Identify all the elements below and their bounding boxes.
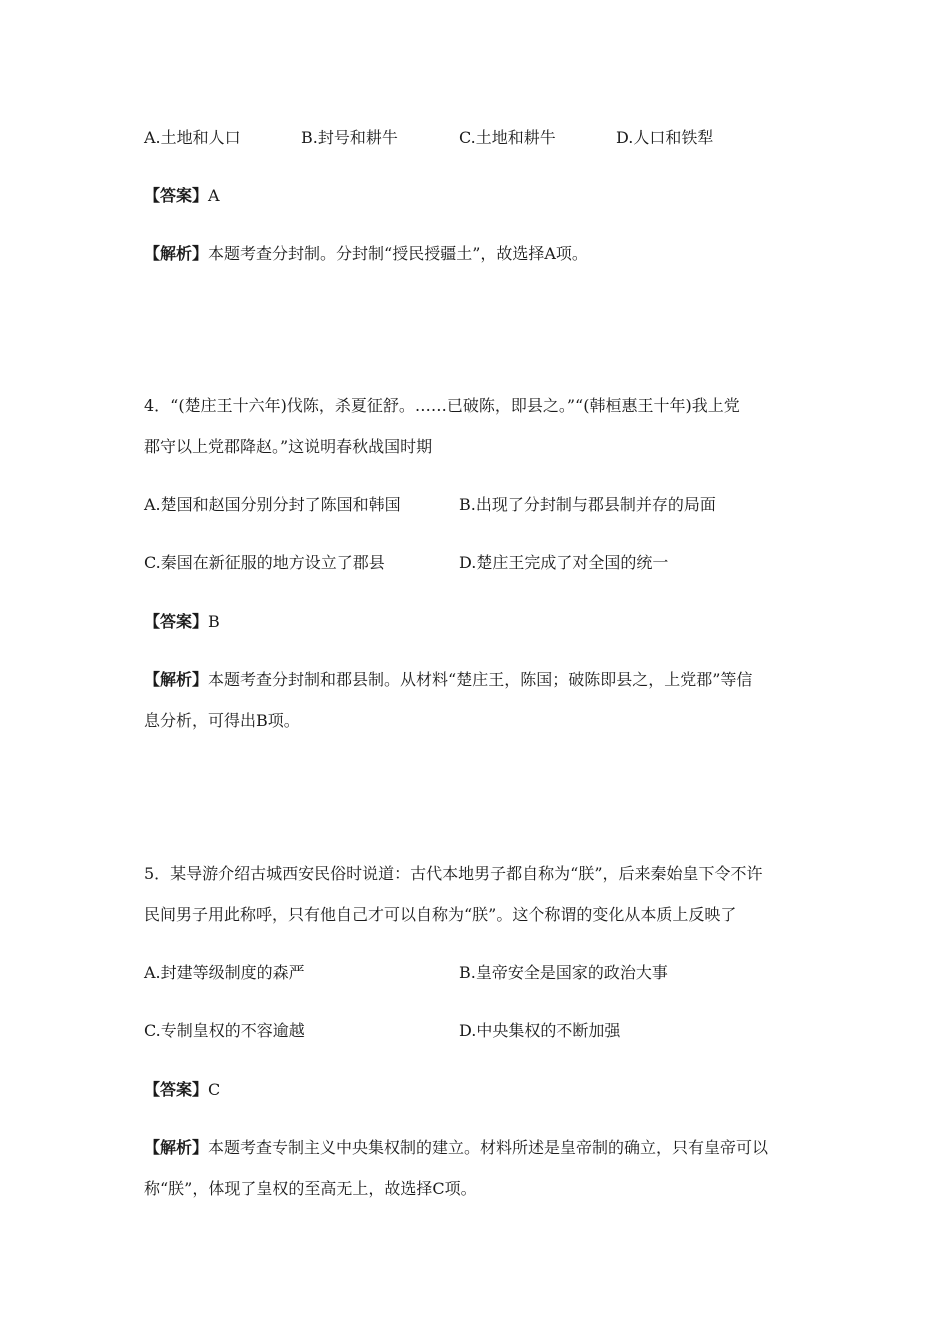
analysis-text: 本题考查专制主义中央集权制的建立。材料所述是皇帝制的确立，只有皇帝可以 <box>208 1138 769 1157</box>
q5-option-c: C.专制皇权的不容逾越 <box>144 1021 305 1040</box>
answer-value: B <box>208 612 220 631</box>
answer-tag: 【答案】 <box>144 612 209 631</box>
q5-analysis-line-1 <box>144 1138 768 1158</box>
q4-option-c: C.秦国在新征服的地方设立了郡县 <box>144 553 385 572</box>
q3-option-b: B.封号和耕牛 <box>301 128 398 147</box>
q4-analysis-line-2: 息分析，可得出B项。 <box>144 711 300 730</box>
q4-stem-line-1: 4．“(楚庄王十六年)伐陈，杀夏征舒。……已破陈，即县之。”“(韩桓惠王十年)我上党 <box>144 396 740 415</box>
analysis-text: 本题考查分封制和郡县制。从材料“楚庄王，陈国；破陈即县之，上党郡”等信 <box>208 670 753 689</box>
answer-tag: 【答案】 <box>144 1080 209 1099</box>
analysis-tag: 【解析】 <box>144 670 209 689</box>
q3-answer <box>144 186 220 206</box>
q4-option-a: A.楚国和赵国分别分封了陈国和韩国 <box>144 495 401 514</box>
q3-option-c: C.土地和耕牛 <box>459 128 556 147</box>
q4-option-b: B.出现了分封制与郡县制并存的局面 <box>459 495 716 514</box>
q3-option-d: D.人口和铁犁 <box>616 128 714 147</box>
q5-answer <box>144 1080 220 1100</box>
q4-stem-line-2: 郡守以上党郡降赵。”这说明春秋战国时期 <box>144 437 433 456</box>
q3-option-a: A.土地和人口 <box>144 128 241 147</box>
q4-analysis-line-1 <box>144 670 752 690</box>
analysis-tag: 【解析】 <box>144 244 209 263</box>
q5-analysis-line-2: 称“朕”，体现了皇权的至高无上，故选择C项。 <box>144 1179 477 1198</box>
q4-option-d: D.楚庄王完成了对全国的统一 <box>459 553 669 572</box>
analysis-tag: 【解析】 <box>144 1138 209 1157</box>
q5-stem-line-2: 民间男子用此称呼，只有他自己才可以自称为“朕”。这个称谓的变化从本质上反映了 <box>144 905 737 924</box>
q5-option-d: D.中央集权的不断加强 <box>459 1021 621 1040</box>
q5-option-b: B.皇帝安全是国家的政治大事 <box>459 963 668 982</box>
q3-analysis <box>144 244 588 264</box>
answer-value: A <box>208 186 220 205</box>
q4-answer <box>144 612 220 632</box>
answer-value: C <box>208 1080 221 1099</box>
answer-tag: 【答案】 <box>144 186 209 205</box>
analysis-text: 本题考查分封制。分封制“授民授疆土”，故选择A项。 <box>208 244 588 263</box>
q5-option-a: A.封建等级制度的森严 <box>144 963 305 982</box>
q5-stem-line-1: 5．某导游介绍古城西安民俗时说道：古代本地男子都自称为“朕”，后来秦始皇下令不许 <box>144 864 763 883</box>
